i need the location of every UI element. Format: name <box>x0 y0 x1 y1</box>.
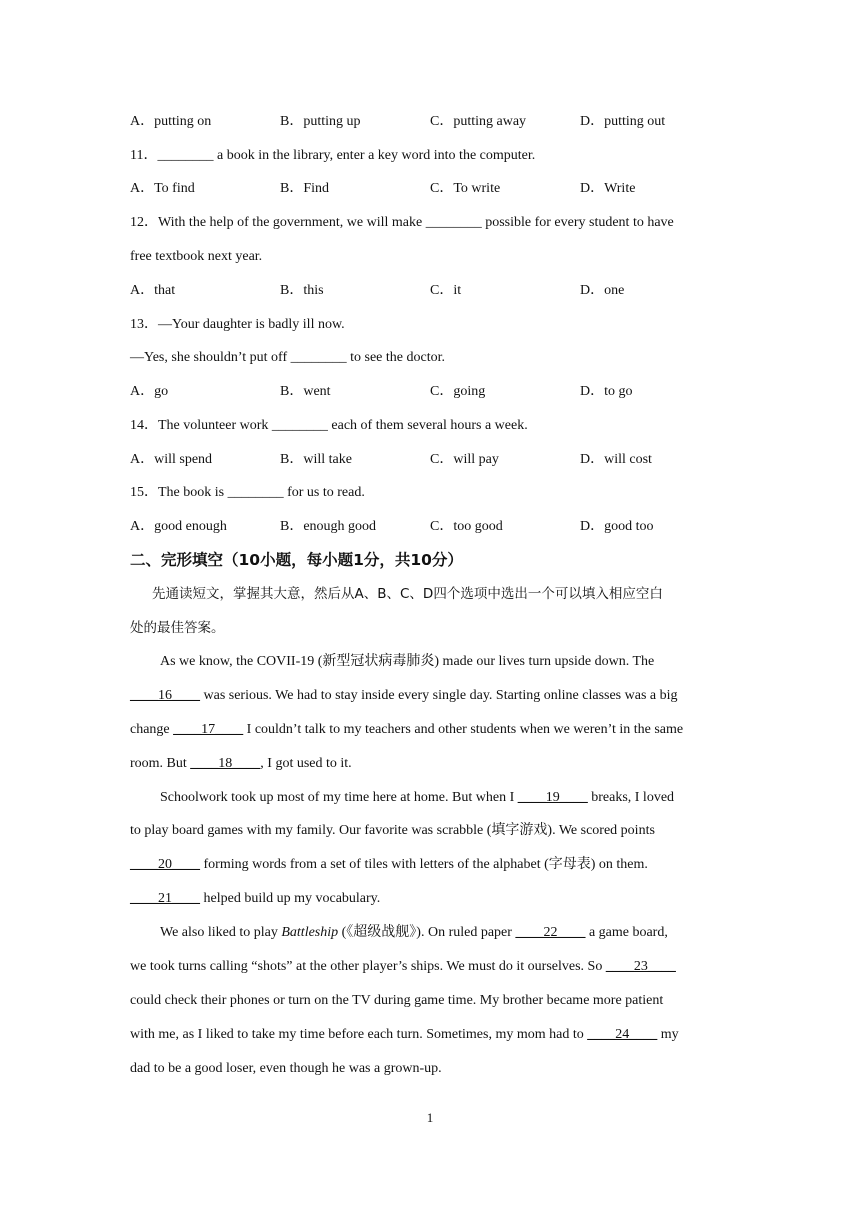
passage-line <box>130 755 352 773</box>
blank-19: ____19____ <box>517 790 588 805</box>
blank-16: ____16____ <box>130 688 200 703</box>
option-d: D．good too <box>580 519 654 534</box>
passage-text: (《超级战舰》). On ruled paper <box>338 925 516 940</box>
section-heading: 二、完形填空（10小题，每小题1分，共10分） <box>130 551 463 569</box>
passage-text: change <box>130 722 174 737</box>
question-13-stem-cont: —Yes, she shouldn’t put off ________ to see the doctor. <box>130 350 445 365</box>
option-c: C．To write <box>430 181 501 196</box>
option-a: A．will spend <box>130 452 213 467</box>
game-title: Battleship <box>281 925 339 940</box>
option-b: B．putting up <box>280 114 361 129</box>
passage-line: could check their phones or turn on the TV during game time. My brother became more patient <box>130 993 664 1008</box>
blank-20: ____20____ <box>130 857 200 872</box>
page-number: 1 <box>426 1110 434 1125</box>
option-b: B．this <box>280 283 324 298</box>
passage-line: dad to be a good loser, even though he was a grown-up. <box>130 1061 442 1076</box>
instructions-cont: 处的最佳答案。 <box>130 620 225 636</box>
question-12-stem-cont: free textbook next year. <box>130 249 263 264</box>
passage-line <box>160 924 668 942</box>
option-b: B．went <box>280 384 331 399</box>
question-11-stem: 11．________ a book in the library, enter a key word into the computer. <box>130 148 536 163</box>
blank-17: ____17____ <box>173 722 244 737</box>
option-d: D．Write <box>580 181 636 196</box>
option-c: C．putting away <box>430 114 527 129</box>
passage-text: Schoolwork took up most of my time here at home. But when I <box>160 790 518 805</box>
passage-line <box>130 890 380 908</box>
option-a: A．good enough <box>130 519 227 534</box>
passage-line <box>130 856 648 874</box>
instructions: 先通读短文，掌握其大意，然后从A、B、C、D四个选项中选出一个可以填入相应空白 <box>152 586 663 602</box>
passage-text: helped build up my vocabulary. <box>200 891 381 906</box>
option-b: B．will take <box>280 452 352 467</box>
passage-line: to play board games with my family. Our favorite was scrabble (填字游戏). We scored points <box>130 823 655 838</box>
passage-text: room. But <box>130 756 191 771</box>
option-d: D．to go <box>580 384 633 399</box>
passage-line <box>130 1026 679 1044</box>
question-12-stem: 12．With the help of the government, we will make ________ possible for every student to have <box>130 215 674 230</box>
option-d: D．putting out <box>580 114 666 129</box>
question-15-stem: 15．The book is ________ for us to read. <box>130 485 365 500</box>
blank-22: ____22____ <box>515 925 586 940</box>
passage-text: breaks, I loved <box>587 790 675 805</box>
passage-text: was serious. We had to stay inside every single day. Starting online classes was a big <box>200 688 678 703</box>
option-c: C．will pay <box>430 452 499 467</box>
passage-line <box>130 958 676 976</box>
option-d: D．one <box>580 283 625 298</box>
option-a: A．go <box>130 384 169 399</box>
blank-23: ____23____ <box>605 959 676 974</box>
passage-text: forming words from a set of tiles with letters of the alphabet (字母表) on them. <box>200 857 648 872</box>
question-14-stem: 14．The volunteer work ________ each of them several hours a week. <box>130 418 528 433</box>
passage-line <box>130 721 683 739</box>
option-c: C．too good <box>430 519 503 534</box>
blank-24: ____24____ <box>587 1027 658 1042</box>
passage-line <box>160 789 674 807</box>
passage-line: As we know, the COVII-19 (新型冠状病毒肺炎) made our lives turn upside down. The <box>160 654 655 669</box>
passage-text: my <box>657 1027 679 1042</box>
blank-21: ____21____ <box>130 891 200 906</box>
option-b: B．Find <box>280 181 330 196</box>
passage-text: We also liked to play <box>160 925 282 940</box>
option-b: B．enough good <box>280 519 377 534</box>
passage-text: a game board, <box>585 925 668 940</box>
blank-18: ____18____ <box>190 756 261 771</box>
question-13-stem: 13．—Your daughter is badly ill now. <box>130 317 345 332</box>
option-c: C．it <box>430 283 462 298</box>
option-a: A．To find <box>130 181 195 196</box>
passage-text: I couldn’t talk to my teachers and other students when we weren’t in the same <box>243 722 684 737</box>
option-a: A．that <box>130 283 176 298</box>
option-a: A．putting on <box>130 114 212 129</box>
passage-text: we took turns calling “shots” at the other player’s ships. We must do it ourselves. So <box>130 959 606 974</box>
passage-text: with me, as I liked to take my time before each turn. Sometimes, my mom had to <box>130 1027 588 1042</box>
passage-text: , I got used to it. <box>260 756 352 771</box>
passage-line <box>130 687 678 705</box>
option-d: D．will cost <box>580 452 652 467</box>
option-c: C．going <box>430 384 486 399</box>
